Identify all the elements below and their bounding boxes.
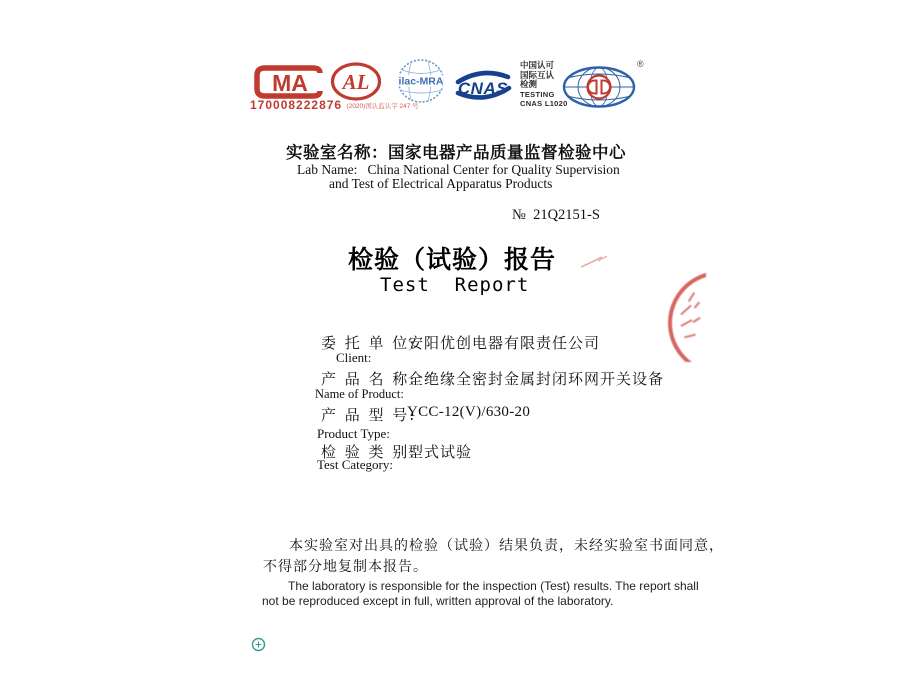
- field-label-test-category-en: Test Category:: [317, 457, 393, 472]
- field-value-client: 安阳优创电器有限责任公司: [408, 334, 601, 352]
- cal-logo-text: AL: [342, 70, 370, 94]
- disclaimer-zh-line2: 不得部分地复制本报告。: [263, 559, 428, 575]
- report-title-en: Test Report: [380, 274, 530, 296]
- report-title-zh: 检验（试验）报告: [348, 246, 557, 274]
- disclaimer-en-line1: The laboratory is responsible for the inspection (Test) results. The report shall: [288, 579, 699, 593]
- cal-logo: [330, 62, 382, 101]
- ilac-mra-logo: [397, 59, 445, 103]
- ilac-mra-logo-text: ilac-MRA: [398, 75, 444, 88]
- report-number: № 21Q2151-S: [512, 207, 600, 223]
- globe-certification-logo: [562, 66, 636, 108]
- accreditation-line: TESTING: [520, 89, 555, 99]
- field-label-product-type-en: Product Type:: [317, 426, 390, 441]
- lab-name-en-line2: and Test of Electrical Apparatus Products: [329, 176, 553, 191]
- accreditation-line: 中国认可: [520, 60, 555, 70]
- field-label-product-type-zh: 产 品 型 号:: [321, 406, 417, 424]
- accreditation-line: CNAS L1020: [520, 99, 568, 108]
- field-label-product-name-zh: 产 品 名 称:: [321, 370, 417, 388]
- registered-trademark-symbol: ®: [637, 59, 644, 69]
- cma-logo: [252, 64, 326, 100]
- lab-name-en-line1: Lab Name: China National Center for Quality Supervision: [297, 162, 620, 177]
- field-label-client-zh: 委 托 单 位:: [321, 334, 417, 352]
- lab-seal-stamp: [659, 262, 706, 362]
- cma-certificate-number: 170008222876 (2020)国认监认字 247 号: [250, 98, 419, 112]
- disclaimer-zh-line1: 本实验室对出具的检验（试验）结果负责，未经实验室书面同意，: [289, 538, 724, 554]
- field-label-test-category-zh: 检 验 类 别:: [321, 443, 417, 461]
- cnas-logo-text: CNAS: [457, 79, 509, 98]
- field-label-product-name-en: Name of Product:: [315, 387, 404, 401]
- lab-name-zh: 实验室名称：国家电器产品质量监督检验中心: [286, 144, 626, 162]
- cma-certificate-note: (2020)国认监认字 247 号: [346, 103, 419, 110]
- cma-logo-text: MA: [272, 70, 308, 96]
- field-value-product-name: 全绝缘全密封金属封闭环网开关设备: [408, 370, 665, 388]
- cnas-logo: [454, 70, 512, 102]
- disclaimer-en-line2: not be reproduced except in full, written approval of the laboratory.: [262, 594, 614, 608]
- red-pen-mark: [580, 253, 610, 269]
- field-value-product-type: YCC-12(V)/630-20: [407, 404, 531, 420]
- accreditation-line: 国际互认: [520, 69, 555, 80]
- field-label-client-en: Client:: [336, 350, 372, 365]
- seal-ring: [668, 271, 706, 362]
- field-value-test-category: 型式试验: [408, 443, 473, 461]
- accreditation-line: 检测: [520, 79, 538, 89]
- circular-stamp-icon: [251, 637, 266, 652]
